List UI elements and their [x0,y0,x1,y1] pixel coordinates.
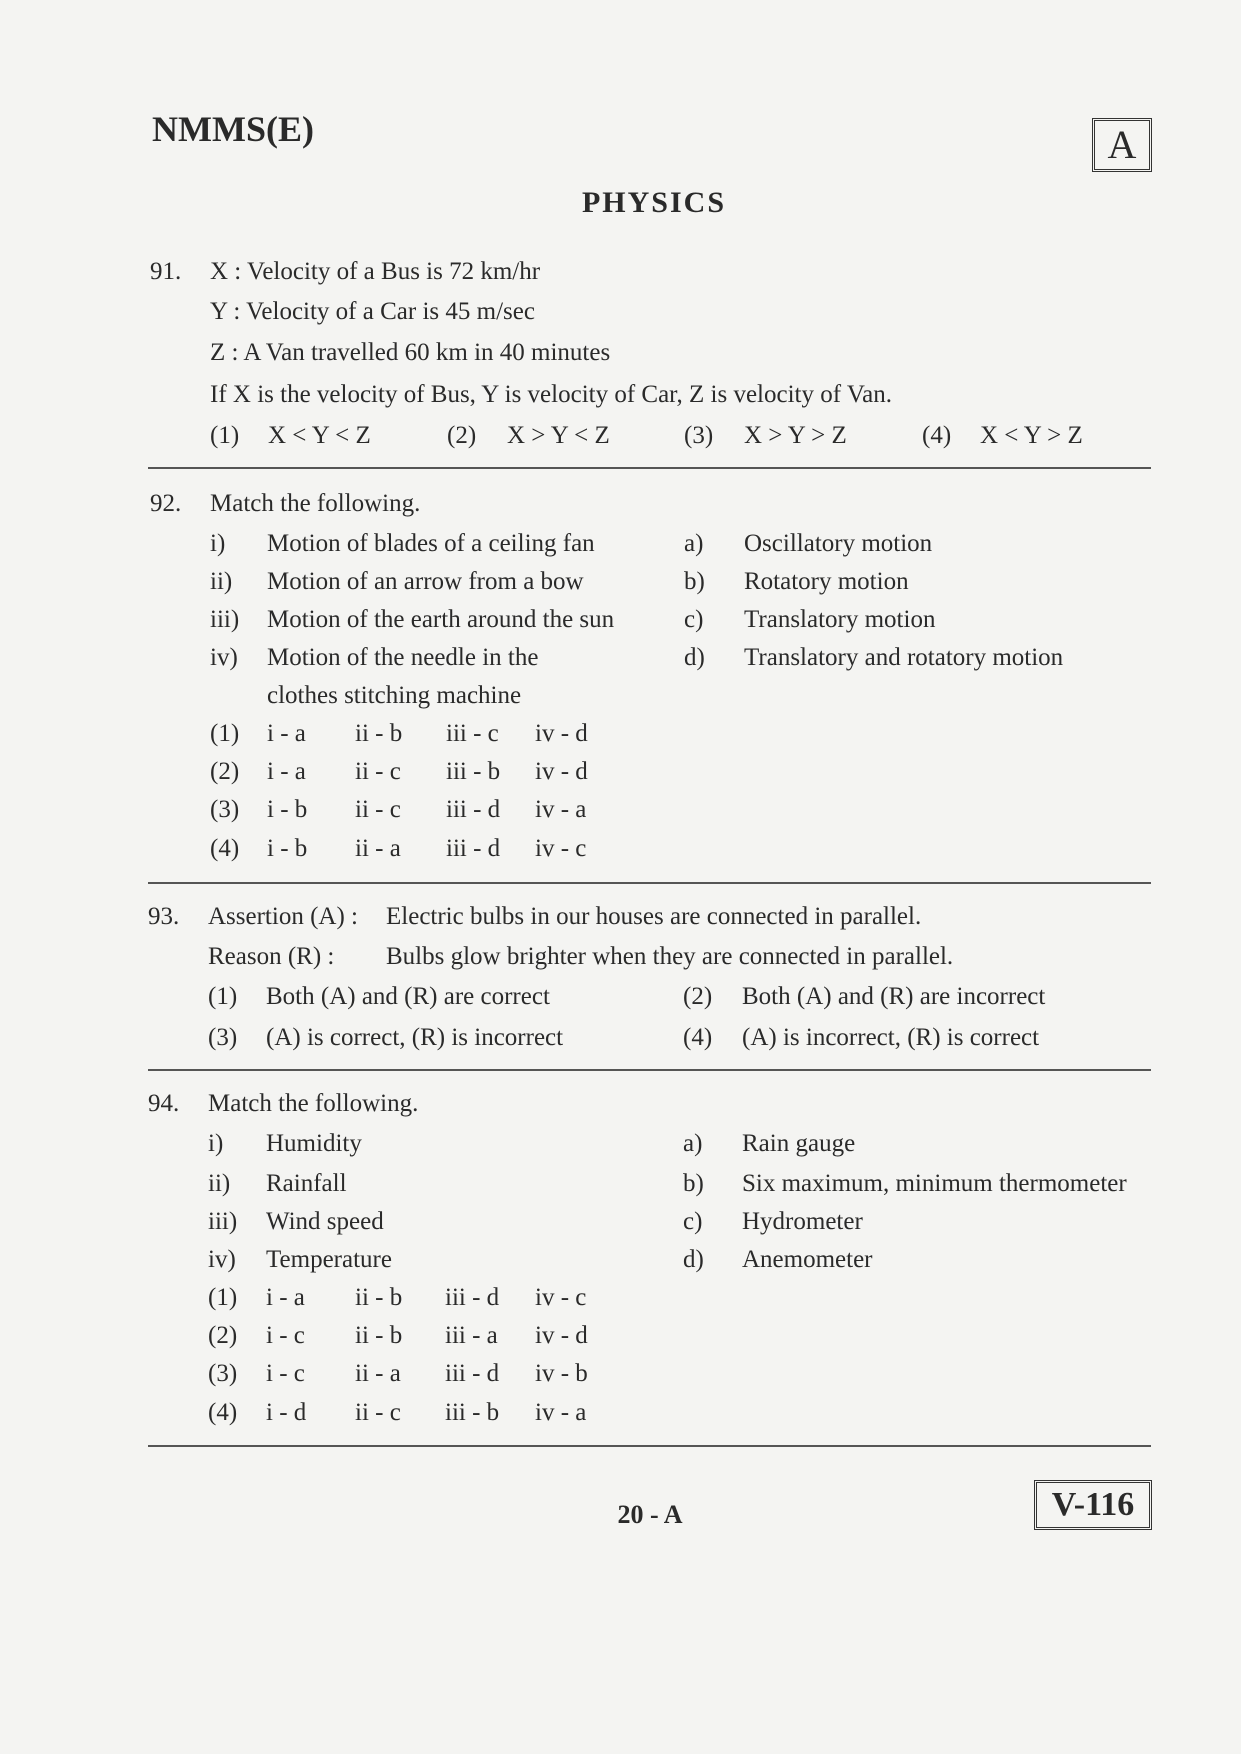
question-number: 91. [150,258,182,285]
option-text: X < Y < Z [268,422,371,449]
match-right-label: d) [684,644,705,671]
option-part: iii - c [446,720,499,747]
question-line: Y : Velocity of a Car is 45 m/sec [210,298,535,325]
subject-heading: PHYSICS [581,186,727,219]
option-part: ii - c [355,796,401,823]
assertion-label: Assertion (A) : [208,903,358,930]
option-number: (2) [208,1322,238,1349]
option-part: iii - a [445,1322,498,1349]
match-right-item: Hydrometer [742,1208,863,1235]
option-part: ii - c [355,758,401,785]
option-part: iii - b [445,1399,500,1426]
match-left-label: ii) [210,568,233,595]
divider [148,467,1151,469]
option-part: iv - b [535,1360,588,1387]
option-part: iv - d [535,720,588,747]
option-part: iv - c [535,835,587,862]
option-number: (2) [210,758,240,785]
option-number: (1) [208,983,238,1010]
option-part: i - d [266,1399,307,1426]
question-number: 93. [148,903,180,930]
option-text: Both (A) and (R) are incorrect [742,983,1046,1010]
option-part: i - a [267,720,306,747]
option-number: (3) [208,1360,238,1387]
option-number: (2) [447,422,477,449]
match-right-label: c) [684,606,704,633]
match-left-item: Rainfall [266,1170,347,1197]
page-number: 20 - A [617,1500,683,1529]
question-line: Z : A Van travelled 60 km in 40 minutes [210,339,611,366]
match-left-label: iii) [208,1208,238,1235]
option-number: (4) [210,835,240,862]
match-left-item: Motion of blades of a ceiling fan [267,530,595,557]
option-part: iii - b [446,758,501,785]
match-left-label: ii) [208,1170,231,1197]
option-part: iv - c [535,1284,587,1311]
option-part: ii - b [355,720,403,747]
option-text: (A) is correct, (R) is incorrect [266,1024,564,1051]
match-right-label: c) [683,1208,703,1235]
option-part: iv - a [535,1399,587,1426]
set-code-box: A [1092,118,1152,172]
option-number: (1) [210,720,240,747]
option-part: ii - c [355,1399,401,1426]
match-right-label: a) [683,1130,703,1157]
match-left-label: i) [208,1130,224,1157]
divider [148,882,1151,884]
reason-text: Bulbs glow brighter when they are connected in parallel. [386,943,954,970]
match-left-label: iii) [210,606,240,633]
option-part: i - a [266,1284,305,1311]
question-line: X : Velocity of a Bus is 72 km/hr [210,258,541,285]
match-left-item: Motion of an arrow from a bow [267,568,584,595]
option-part: ii - a [355,1360,401,1387]
match-right-label: d) [683,1246,704,1273]
match-left-item: Wind speed [266,1208,384,1235]
option-part: i - c [266,1360,305,1387]
booklet-code-box: V-116 [1034,1480,1152,1530]
match-left-item: Motion of the needle in the [267,644,539,671]
option-text: Both (A) and (R) are correct [266,983,550,1010]
match-right-item: Translatory motion [744,606,936,633]
question-line: If X is the velocity of Bus, Y is velocity of Car, Z is velocity of Van. [210,381,892,408]
option-text: (A) is incorrect, (R) is correct [742,1024,1040,1051]
match-right-item: Oscillatory motion [744,530,933,557]
option-number: (2) [683,983,713,1010]
option-part: iv - d [535,758,588,785]
match-left-item: Humidity [266,1130,362,1157]
option-number: (4) [922,422,952,449]
option-number: (3) [210,796,240,823]
match-left-item: clothes stitching machine [267,682,522,709]
option-part: iii - d [446,796,501,823]
option-number: (3) [208,1024,238,1051]
option-part: ii - a [355,835,401,862]
match-left-item: Motion of the earth around the sun [267,606,615,633]
question-number: 94. [148,1090,180,1117]
match-right-item: Anemometer [742,1246,873,1273]
option-part: ii - b [355,1322,403,1349]
question-stem: Match the following. [208,1090,419,1117]
option-text: X < Y > Z [980,422,1083,449]
question-number: 92. [150,490,182,517]
option-part: i - b [267,835,308,862]
match-right-item: Rotatory motion [744,568,909,595]
option-text: X > Y < Z [507,422,610,449]
option-part: iv - a [535,796,587,823]
divider [148,1069,1151,1071]
match-left-label: iv) [210,644,238,671]
assertion-text: Electric bulbs in our houses are connected in parallel. [386,903,922,930]
option-number: (4) [683,1024,713,1051]
option-number: (3) [684,422,714,449]
match-right-label: b) [683,1170,704,1197]
divider [148,1445,1151,1447]
match-right-label: a) [684,530,704,557]
option-part: i - a [267,758,306,785]
option-part: i - b [267,796,308,823]
match-right-label: b) [684,568,705,595]
match-right-item: Rain gauge [742,1130,856,1157]
option-part: i - c [266,1322,305,1349]
option-text: X > Y > Z [744,422,847,449]
match-right-item: Six maximum, minimum thermometer [742,1170,1127,1197]
match-left-label: iv) [208,1246,236,1273]
question-stem: Match the following. [210,490,421,517]
reason-label: Reason (R) : [208,943,335,970]
option-part: iv - d [535,1322,588,1349]
option-part: iii - d [445,1284,500,1311]
match-left-item: Temperature [266,1246,392,1273]
match-left-label: i) [210,530,226,557]
match-right-item: Translatory and rotatory motion [744,644,1064,671]
option-number: (1) [208,1284,238,1311]
option-part: iii - d [445,1360,500,1387]
option-number: (4) [208,1399,238,1426]
option-part: iii - d [446,835,501,862]
exam-title: NMMS(E) [152,109,314,149]
option-number: (1) [210,422,240,449]
option-part: ii - b [355,1284,403,1311]
